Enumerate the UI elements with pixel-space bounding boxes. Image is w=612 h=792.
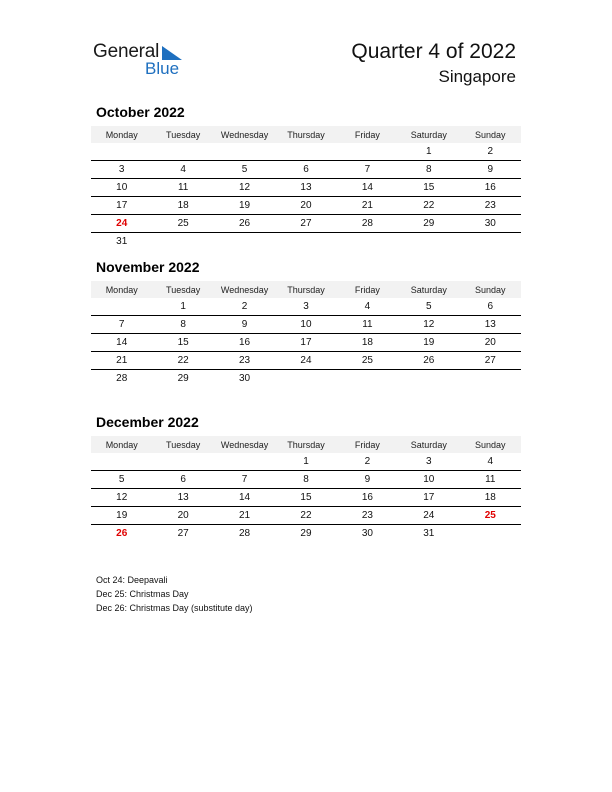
empty-day-cell [460,525,521,543]
day-cell: 24 [398,507,459,525]
day-cell: 23 [337,507,398,525]
day-cell: 9 [337,471,398,489]
day-cell: 9 [214,316,275,334]
day-cell: 18 [460,489,521,507]
day-cell: 6 [275,161,336,179]
weekday-header: Thursday [275,126,336,143]
day-cell: 28 [337,215,398,233]
day-cell: 24 [91,215,152,233]
week-row [91,453,521,471]
empty-day-cell [337,233,398,251]
weekday-header: Wednesday [214,281,275,298]
day-cell: 21 [214,507,275,525]
day-cell: 2 [460,143,521,161]
day-cell: 10 [91,179,152,197]
day-cell: 7 [91,316,152,334]
empty-day-cell [398,233,459,251]
weekday-header: Saturday [398,436,459,453]
day-cell: 2 [337,453,398,471]
weekday-header: Tuesday [152,436,213,453]
weekday-header: Thursday [275,281,336,298]
day-cell: 26 [116,528,128,539]
holiday-note: Dec 25: Christmas Day [96,589,189,599]
weekday-header: Saturday [398,281,459,298]
month-block-december [91,414,521,542]
day-cell: 9 [460,161,521,179]
week-row [91,161,521,179]
empty-day-cell [214,453,275,471]
day-cell: 11 [337,316,398,334]
day-cell: 22 [152,352,213,370]
empty-day-cell [460,233,521,251]
empty-day-cell [275,143,336,161]
day-cell: 12 [398,316,459,334]
day-cell: 13 [460,316,521,334]
week-row [91,143,521,161]
day-cell: 26 [398,352,459,370]
day-cell: 13 [152,489,213,507]
day-cell: 15 [398,179,459,197]
day-cell: 21 [337,197,398,215]
day-cell: 19 [398,334,459,352]
empty-day-cell [152,453,213,471]
day-cell: 31 [116,236,128,247]
day-cell: 23 [214,352,275,370]
day-cell: 29 [177,373,189,384]
day-cell: 3 [398,453,459,471]
empty-day-cell [214,143,275,161]
day-cell: 14 [337,179,398,197]
day-cell: 18 [152,197,213,215]
day-cell: 30 [361,528,373,539]
day-cell: 7 [214,471,275,489]
day-cell: 10 [398,471,459,489]
holiday-note: Dec 26: Christmas Day (substitute day) [96,603,253,613]
weekday-header-row [91,436,521,453]
day-cell: 27 [460,352,521,370]
week-row [91,316,521,334]
empty-day-cell [337,143,398,161]
logo [93,41,193,81]
month-title: October 2022 [96,104,185,120]
weekday-header: Wednesday [214,436,275,453]
empty-day-cell [398,370,459,388]
logo-triangle-icon [162,46,182,60]
empty-day-cell [152,143,213,161]
day-cell: 13 [275,179,336,197]
day-cell: 5 [91,471,152,489]
day-cell: 11 [460,471,521,489]
week-row [91,215,521,233]
month-title: November 2022 [96,259,200,275]
weekday-header: Monday [91,281,152,298]
empty-day-cell [214,233,275,251]
day-cell: 23 [460,197,521,215]
weekday-header: Saturday [398,126,459,143]
day-cell: 8 [398,161,459,179]
day-cell: 5 [214,161,275,179]
day-cell: 26 [214,215,275,233]
day-cell: 16 [214,334,275,352]
empty-day-cell [152,233,213,251]
day-cell: 30 [238,373,251,384]
empty-day-cell [275,370,336,388]
week-row [91,179,521,197]
weekday-header: Thursday [275,436,336,453]
day-cell: 6 [152,471,213,489]
week-row [91,197,521,215]
day-cell: 20 [460,334,521,352]
calendar-table [91,436,521,542]
empty-day-cell [460,370,521,388]
day-cell: 8 [152,316,213,334]
day-cell: 25 [460,507,521,525]
day-cell: 15 [152,334,213,352]
empty-day-cell [275,233,336,251]
weekday-header: Sunday [460,126,521,143]
month-block-november [91,259,521,387]
day-cell: 16 [337,489,398,507]
day-cell: 4 [337,298,398,316]
day-cell: 12 [91,489,152,507]
weekday-header: Tuesday [152,281,213,298]
day-cell: 2 [214,298,275,316]
week-row [91,298,521,316]
calendar-table [91,126,521,250]
weekday-header: Tuesday [152,126,213,143]
page-title: Quarter 4 of 2022 [351,40,516,63]
day-cell: 14 [91,334,152,352]
weekday-header: Monday [91,126,152,143]
week-row [91,489,521,507]
day-cell: 20 [275,197,336,215]
holiday-notes [96,573,253,615]
day-cell: 28 [238,528,251,539]
day-cell: 19 [214,197,275,215]
empty-day-cell [91,143,152,161]
week-row [91,471,521,489]
day-cell: 5 [398,298,459,316]
day-cell: 17 [91,197,152,215]
day-cell: 16 [460,179,521,197]
day-cell: 27 [275,215,336,233]
week-row [91,507,521,525]
week-row [91,233,521,251]
month-block-october [91,104,521,250]
day-cell: 25 [152,215,213,233]
day-cell: 3 [91,161,152,179]
day-cell: 4 [152,161,213,179]
weekday-header: Friday [337,126,398,143]
day-cell: 7 [337,161,398,179]
day-cell: 17 [398,489,459,507]
day-cell: 17 [275,334,336,352]
day-cell: 22 [398,197,459,215]
weekday-header-row [91,126,521,143]
empty-day-cell [91,298,152,316]
day-cell: 1 [152,298,213,316]
day-cell: 6 [460,298,521,316]
holiday-note: Oct 24: Deepavali [96,575,168,585]
calendar-table [91,281,521,387]
day-cell: 18 [337,334,398,352]
day-cell: 21 [91,352,152,370]
empty-day-cell [91,453,152,471]
country-name: Singapore [438,67,516,86]
day-cell: 24 [275,352,336,370]
weekday-header: Sunday [460,436,521,453]
week-row [91,370,521,388]
day-cell: 30 [460,215,521,233]
weekday-header: Monday [91,436,152,453]
weekday-header: Wednesday [214,126,275,143]
weekday-header-row [91,281,521,298]
day-cell: 3 [275,298,336,316]
day-cell: 29 [398,215,459,233]
logo-general-text: General [93,41,160,62]
day-cell: 15 [275,489,336,507]
day-cell: 1 [275,453,336,471]
day-cell: 1 [398,143,459,161]
week-row [91,352,521,370]
day-cell: 19 [91,507,152,525]
day-cell: 28 [116,373,128,384]
day-cell: 8 [275,471,336,489]
weekday-header: Friday [337,281,398,298]
month-title: December 2022 [96,414,199,430]
day-cell: 31 [423,528,435,539]
empty-day-cell [337,370,398,388]
day-cell: 10 [275,316,336,334]
logo-blue-text: Blue [145,59,180,78]
day-cell: 29 [300,528,312,539]
day-cell: 27 [177,528,189,539]
day-cell: 4 [460,453,521,471]
weekday-header: Friday [337,436,398,453]
day-cell: 14 [214,489,275,507]
weekday-header: Sunday [460,281,521,298]
day-cell: 11 [152,179,213,197]
day-cell: 22 [275,507,336,525]
day-cell: 12 [214,179,275,197]
day-cell: 20 [152,507,213,525]
day-cell: 25 [337,352,398,370]
week-row [91,525,521,543]
week-row [91,334,521,352]
